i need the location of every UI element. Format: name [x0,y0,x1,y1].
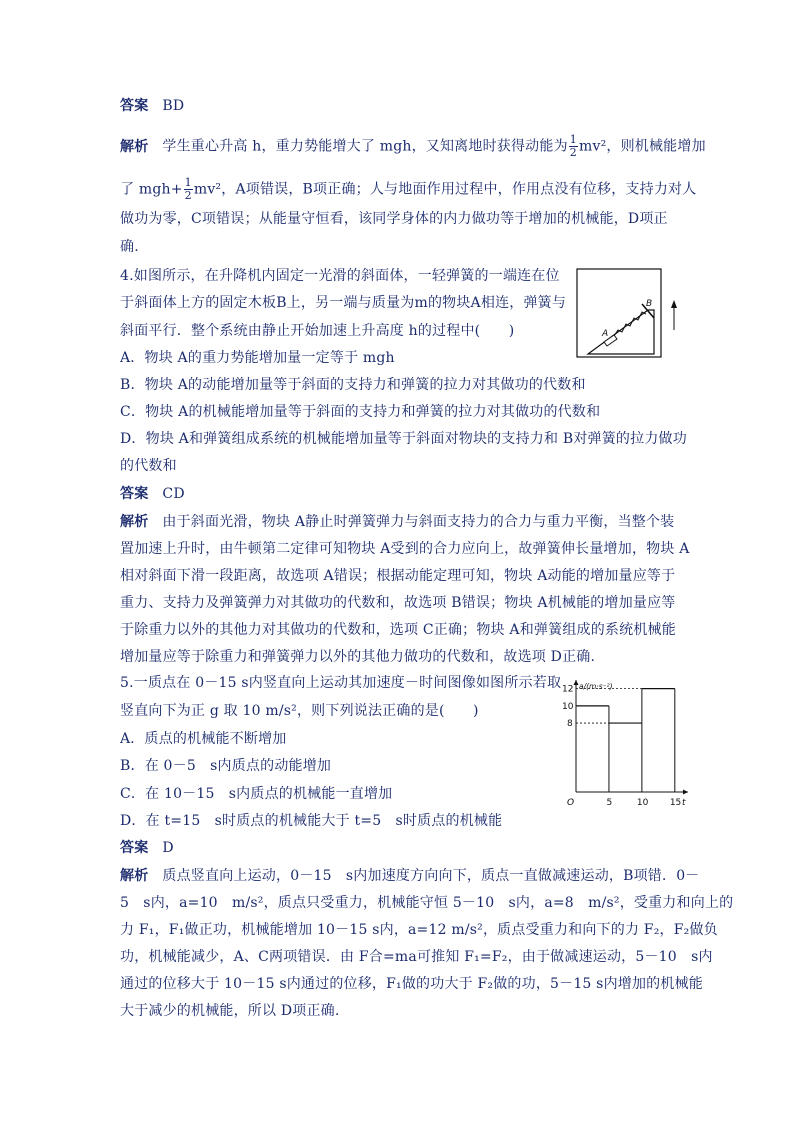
q4-stem-3: 斜面平行．整个系统由静止开始加速上升高度 h的过程中( ) [120,323,515,339]
q5-option-c: C．在 10－15 s内质点的机械能一直增加 [120,786,393,802]
elevator-incline-figure [576,268,688,360]
x-tick-label: 10 [636,798,649,806]
up-arrow-icon [671,300,677,308]
q4-option-d-1: D．物块 A和弹簧组成系统的机械能增加量等于斜面对物块的支持力和 B对弹簧的拉力做功 [120,431,687,447]
q5-option-a: A．质点的机械能不断增加 [120,731,287,747]
x-tick-label: 15 [669,798,682,806]
q4-option-a: A．物块 A的重力势能增加量一定等于 mgh [120,350,395,366]
q5-analysis-4: 功，机械能减少，A、C两项错误．由 F合=ma可推知 F₁=F₂，由于做减速运动，5－10 s内 [120,949,713,965]
q4-option-d-2: 的代数和 [120,458,177,474]
q5-stem-1: 5.一质点在 0－15 s内竖直向上运动其加速度－时间图像如图所示若取 [120,675,562,691]
q5-analysis-2: 5 s内，a=10 m/s²，质点只受重力，机械能守恒 5－10 s内，a=8 m/s²，受重力和向上的 [120,895,734,911]
q4-analysis-6: 增加量应等于除重力和弹簧弹力以外的其他力做功的代数和，故选项 D正确. [120,649,596,665]
fraction-numerator: 1 [184,176,192,189]
y-tick-label: 8 [567,719,573,730]
q4-analysis-4: 重力、支持力及弹簧弹力对其做功的代数和，故选项 B错误；物块 A机械能的增加量应等 [120,595,676,611]
analysis-label: 解析 [120,868,149,884]
text: mv²，A项错误，B项正确；人与地面作用过程中，作用点没有位移，支持力对人 [193,181,697,198]
fraction-numerator: 1 [569,133,577,146]
q4-stem-2: 于斜面体上方的固定木板B上，另一端与质量为m的物块A相连，弹簧与 [120,295,567,311]
answer-value: BD [162,98,185,114]
q5-stem-2: 竖直向下为正 g 取 10 m/s²，则下列说法正确的是( ) [120,703,479,719]
text: 由于斜面光滑，物块 A静止时弹簧弹力与斜面支持力的合力与重力平衡，当整个装 [162,514,675,530]
elevator-box [577,269,661,357]
answer-label: 答案 [120,486,149,502]
q4-option-b: B．物块 A的动能增加量等于斜面的支持力和弹簧的拉力对其做功的代数和 [120,377,586,393]
analysis-line-1 [120,133,706,159]
fraction-denominator: 2 [184,189,192,202]
fraction-half [184,177,193,202]
q4-option-c: C．物块 A的机械能增加量等于斜面的支持力和弹簧的拉力对其做功的代数和 [120,404,601,420]
analysis-label: 解析 [120,514,149,530]
answer-label: 答案 [120,98,149,114]
x-axis-arrow-icon [683,790,688,795]
q4-analysis-3: 相对斜面下滑一段距离，故选项 A错误；根据动能定理可知，物块 A动能的增加量应等于 [120,568,676,584]
analysis-label: 解析 [120,138,149,155]
q4-analysis-1 [120,512,680,532]
answer-value: D [162,840,174,856]
x-tick-label: 5 [606,798,613,806]
answer-label: 答案 [120,840,149,856]
q5-option-b: B．在 0－5 s内质点的动能增加 [120,758,332,774]
text: 质点竖直向上运动，0－15 s内加速度方向向下，质点一直做减速运动，B项错．0－ [162,868,700,884]
q5-option-d: D．在 t=15 s时质点的机械能大于 t=5 s时质点的机械能 [120,813,503,829]
q4-stem-1: 4.如图所示，在升降机内固定一光滑的斜面体，一轻弹簧的一端连在位 [120,268,560,284]
q5-analysis-3: 力 F₁，F₁做正功，机械能增加 10－15 s内，a=12 m/s²，质点受重力和向下的力 F₂，F₂做负 [120,922,718,938]
answer-value: CD [162,486,185,502]
text: 学生重心升高 h，重力势能增大了 mgh，又知离地时获得动能为 [162,138,568,155]
q4-analysis-5: 于除重力以外的其他力对其做功的代数和，选项 C正确；物块 A和弹簧组成的系统机械能 [120,622,676,638]
fraction-half [569,134,578,159]
q5-analysis-5: 通过的位移大于 10－15 s内通过的位移，F₁做的功大于 F₂做的功，5－15 s内增加的机械能 [120,976,703,992]
q4-answer-line [120,484,680,504]
q5-analysis-6: 大于减少的机械能，所以 D项正确. [120,1003,340,1019]
analysis-line-2 [120,176,697,202]
label-b: B [646,299,653,309]
x-axis-label: t [682,798,686,806]
analysis-line-3: 做功为零，C项错误；从能量守恒看，该同学身体的内力做功等于增加的机械能，D项正 [120,211,668,227]
acceleration-time-chart [560,676,694,806]
text: mv²，则机械能增加 [578,138,706,155]
y-axis-arrow-icon [574,680,579,685]
label-a: A [602,329,609,339]
text: 了 mgh+ [120,181,183,198]
q5-analysis-1 [120,866,700,886]
y-axis-label: a/(m·s⁻²) [579,682,613,691]
y-tick-label: 10 [562,701,574,712]
q4-analysis-2: 置加速上升时，由牛顿第二定律可知物块 A受到的合力应向上，故弹簧伸长量增加，物块 A [120,541,690,557]
answer-line-1 [120,96,680,116]
analysis-line-4: 确. [120,239,139,255]
origin-label: O [567,798,575,806]
fraction-denominator: 2 [569,146,577,159]
q5-answer-line [120,838,680,858]
y-tick-label: 12 [562,684,574,695]
